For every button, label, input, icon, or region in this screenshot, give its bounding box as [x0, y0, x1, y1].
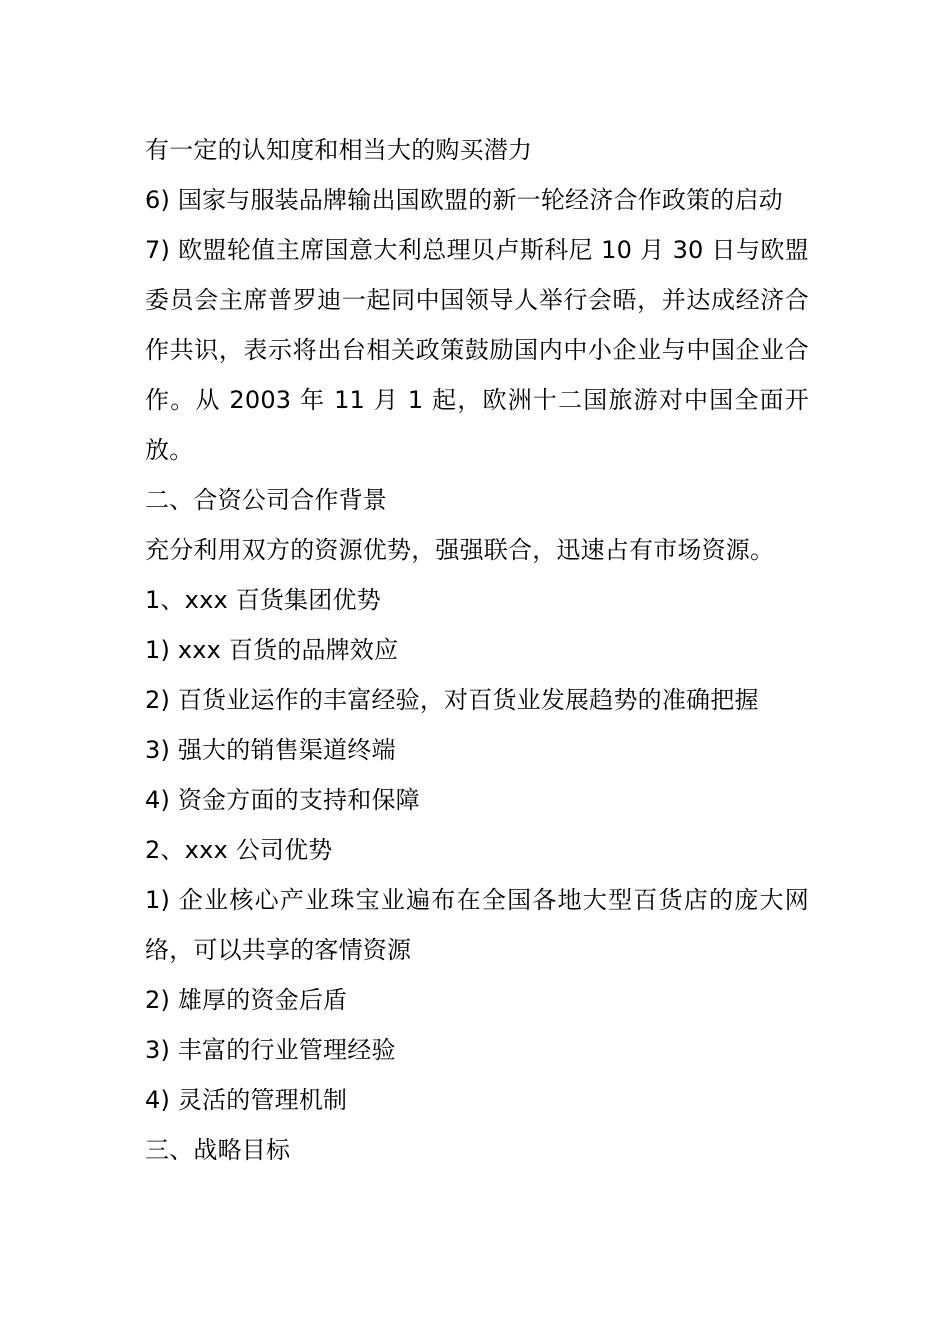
section-heading-2: 二、合资公司合作背景 — [145, 486, 387, 514]
list-item: 1) 企业核心产业珠宝业遍布在全国各地大型百货店的庞大网络，可以共享的客情资源 — [145, 886, 809, 964]
subsection-heading-1: 1、xxx 百货集团优势 — [145, 586, 381, 614]
list-item: 1) xxx 百货的品牌效应 — [145, 636, 399, 664]
section-intro: 充分利用双方的资源优势，强强联合，迅速占有市场资源。 — [145, 536, 775, 564]
list-item: 2) 雄厚的资金后盾 — [145, 986, 348, 1014]
list-item: 4) 资金方面的支持和保障 — [145, 786, 420, 814]
list-item: 3) 丰富的行业管理经验 — [145, 1036, 396, 1064]
subsection-heading-2: 2、xxx 公司优势 — [145, 836, 333, 864]
list-item-6: 6) 国家与服装品牌输出国欧盟的新一轮经济合作政策的启动 — [145, 186, 783, 214]
list-item: 2) 百货业运作的丰富经验，对百货业发展趋势的准确把握 — [145, 686, 759, 714]
list-item: 4) 灵活的管理机制 — [145, 1086, 348, 1114]
section-heading-3: 三、战略目标 — [145, 1136, 291, 1164]
paragraph-continuation: 有一定的认知度和相当大的购买潜力 — [145, 136, 533, 164]
list-item-7: 7) 欧盟轮值主席国意大利总理贝卢斯科尼 10 月 30 日与欧盟委员会主席普罗迪一起同中国领导人举行会晤，并达成经济合作共识，表示将出台相关政策鼓励国内中小企业与中国企业合作。从 2003 年 11 月 1 起，欧洲十二国旅游对中国全面开放。 — [145, 236, 809, 464]
document-body — [145, 125, 809, 1175]
list-item: 3) 强大的销售渠道终端 — [145, 736, 396, 764]
